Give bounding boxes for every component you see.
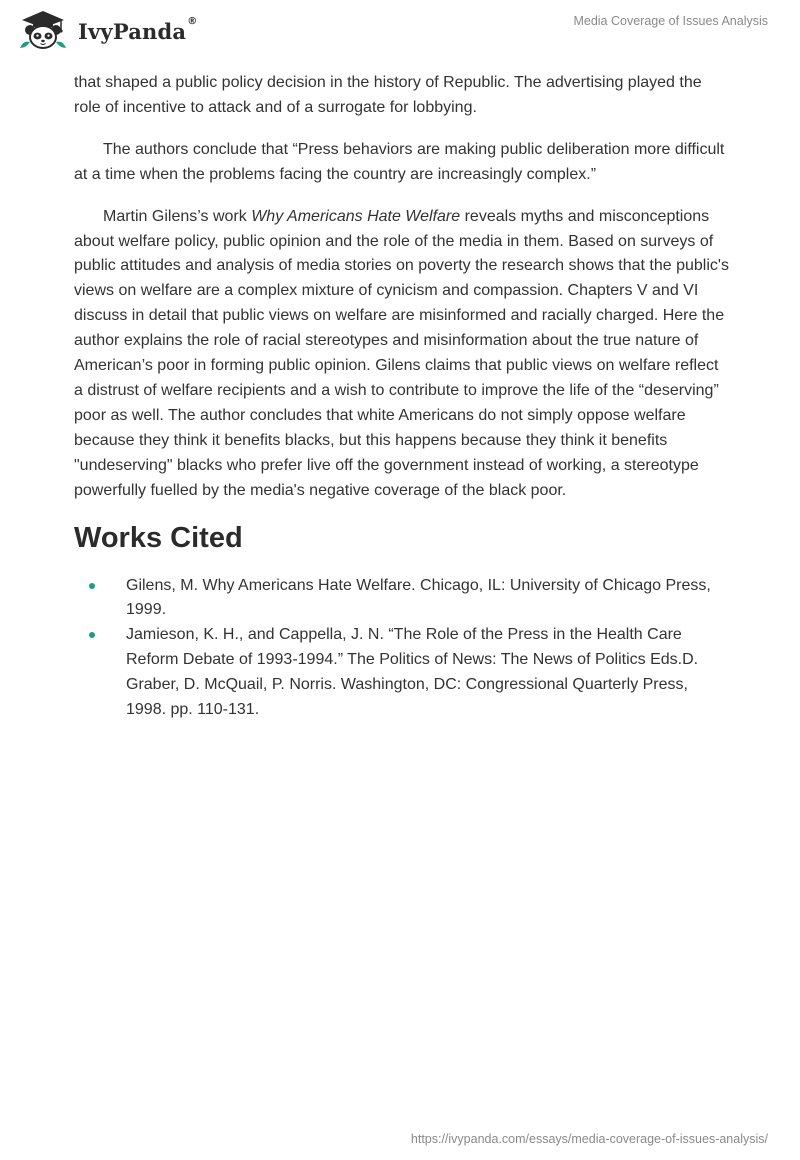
logo-text: IvyPanda®	[78, 15, 198, 44]
citation-item	[126, 623, 729, 723]
citation-text: Jamieson, K. H., and Cappella, J. N. “The Role of the Press in the Health Care Reform Debate of 1993-1994.” The Politics of News: The News of Politics Eds.D. Graber, D. McQuail, P. Norris. Washington, DC: Congressional Quarterly Press, 1998. pp. 110-131.	[126, 626, 699, 719]
paragraph-gilens	[74, 205, 729, 504]
source-url[interactable]: https://ivypanda.com/essays/media-coverage-of-issues-analysis/	[410, 1132, 768, 1146]
citation-item	[126, 574, 729, 624]
bullet-icon	[89, 632, 95, 638]
registered-mark: ®	[187, 15, 198, 27]
page-header	[0, 0, 800, 70]
paragraph-authors-conclude: The authors conclude that “Press behaviors are making public deliberation more difficult at a time when the problems facing the country are increasingly complex.”	[74, 140, 725, 183]
essay-content	[74, 71, 729, 723]
bullet-icon	[89, 583, 95, 589]
works-cited-heading: Works Cited	[74, 521, 243, 554]
document-title: Media Coverage of Issues Analysis	[573, 14, 768, 28]
book-title-italic: Why Americans Hate Welfare	[251, 207, 461, 225]
citation-text: Gilens, M. Why Americans Hate Welfare. Chicago, IL: University of Chicago Press, 1999.	[126, 576, 711, 619]
panda-graduate-icon	[14, 8, 72, 52]
works-cited-list	[74, 574, 729, 723]
paragraph-gilens-body: reveals myths and misconceptions about welfare policy, public opinion and the role of the media in them. Based on surveys of public attitudes and analysis of media stories on poverty the research shows that the public's views on welfare are a complex mixture of cynicism and compassion. Chapters V and VI discuss in detail that public views on welfare are misinformed and racially charged. Here the author explains the role of racial stereotypes and misinformation about the true nature of American’s poor in forming public opinion. Gilens claims that public views on welfare reflect a distrust of welfare recipients and a wish to contribute to improve the life of the “deserving” poor as well. The author concludes that white Americans do not simply oppose welfare because they think it benefits blacks, but this happens because they think it benefits "undeserving" blacks who prefer live off the government instead of working, a stereotype powerfully fuelled by the media's negative coverage of the black poor.	[74, 207, 729, 499]
paragraph-continuation: that shaped a public policy decision in the history of Republic. The advertising played the role of incentive to attack and of a surrogate for lobbying.	[74, 74, 702, 116]
paragraph-gilens-intro: Martin Gilens’s work	[103, 207, 252, 225]
ivypanda-logo[interactable]	[14, 8, 197, 52]
